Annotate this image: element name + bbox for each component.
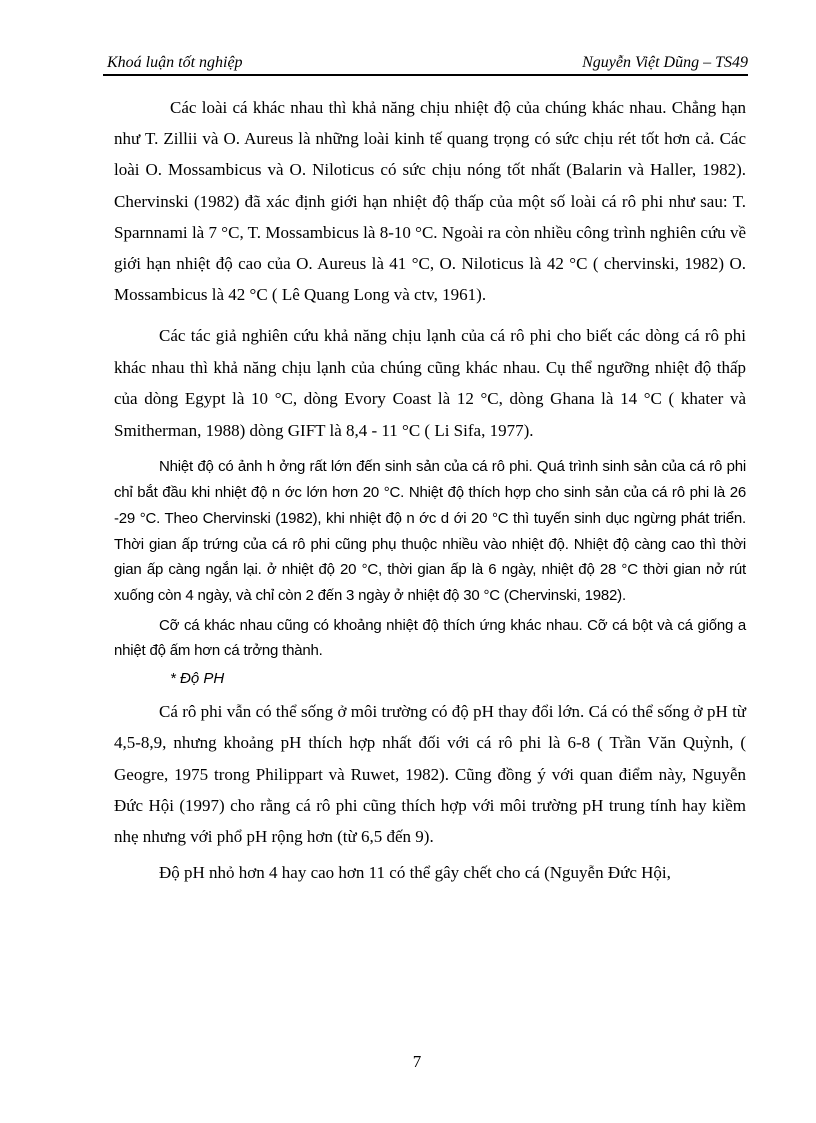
paragraph-reproduction-temperature: Nhiệt độ có ảnh h ởng rất lớn đến sinh sản của cá rô phi. Quá trình sinh sản của cá rô phi chỉ bắt đầu khi nhiệt độ n ớc lớn hơn 20 °C. Nhiệt độ thích hợp cho sinh sản của cá rô phi là 26 -29 °C. Theo Chervinski (1982), khi nhiệt độ n ớc d ới 20 °C thì tuyến sinh dục ngừng phát triển. Thời gian ấp trứng của cá rô phi cũng phụ thuộc nhiều vào nhiệt độ. Nhiệt độ càng cao thì thời gian ấp càng ngắn lại. ở nhiệt độ 20 °C, thời gian ấp là 6 ngày, nhiệt độ 28 °C thời gian nở rút xuống còn 4 ngày, và chỉ còn 2 đến 3 ngày ở nhiệt độ 30 °C (Chervinski, 1982). [114, 458, 746, 604]
page-header [103, 52, 748, 76]
paragraph-heat-tolerance: Các loài cá khác nhau thì khả năng chịu nhiệt độ của chúng khác nhau. Chẳng hạn như T. Zillii và O. Aureus là những loài kinh tế quang trọng có sức chịu rét tốt hơn cả. Các loài O. Mossambicus và O. Niloticus có sức chịu nóng tốt nhất (Balarin và Haller, 1982). Chervinski (1982) đã xác định giới hạn nhiệt độ thấp của một số loài cá rô phi như sau: T. Sparnnami là 7 °C, T. Mossambicus là 8-10 °C. Ngoài ra còn nhiều công trình nghiên cứu về giới hạn nhiệt độ cao của O. Aureus là 41 °C, O. Niloticus là 42 °C ( chervinski, 1982) O. Mossambicus là 42 °C ( Lê Quang Long và ctv, 1961). [114, 98, 746, 305]
header-thesis-label: Khoá luận tốt nghiệp [107, 54, 243, 71]
paragraph-ph-range: Cá rô phi vẫn có thể sống ở môi trường có độ pH thay đổi lớn. Cá có thể sống ở pH từ 4,5-8,9, nhưng khoảng pH thích hợp nhất đối với cá rô phi là 6-8 ( Trần Văn Quỳnh, ( Geogre, 1975 trong Philippart và Ruwet, 1982). Cũng đồng ý với quan điểm này, Nguyễn Đức Hội (1997) cho rằng cá rô phi cũng thích hợp với môi trường pH trung tính hay kiềm nhẹ nhưng với phổ pH rộng hơn (từ 6,5 đến 9). [114, 702, 746, 847]
page-body [114, 92, 746, 888]
page-number: 7 [412, 1052, 422, 1071]
paragraph-fish-size: Cỡ cá khác nhau cũng có khoảng nhiệt độ thích ứng khác nhau. Cỡ cá bột và cá giống a nhiệt độ ấm hơn cá trởng thành. [114, 616, 746, 660]
header-author: Nguyễn Việt Dũng – TS49 [582, 54, 748, 71]
subheading-ph: * Độ PH [170, 670, 225, 688]
paragraph-ph-lethal: Độ pH nhỏ hơn 4 hay cao hơn 11 có thể gây chết cho cá (Nguyễn Đức Hội, [159, 862, 671, 882]
paragraph-cold-tolerance: Các tác giả nghiên cứu khả năng chịu lạnh của cá rô phi cho biết các dòng cá rô phi khác nhau thì khả năng chịu lạnh của chúng cũng khác nhau. Cụ thể ngưỡng nhiệt độ thấp của dòng Egypt là 10 °C, dòng Evory Coast là 12 °C, dòng Ghana là 14 °C ( khater và Smitherman, 1988) dòng GIFT là 8,4 - 11 °C ( Li Sifa, 1977). [114, 326, 746, 440]
